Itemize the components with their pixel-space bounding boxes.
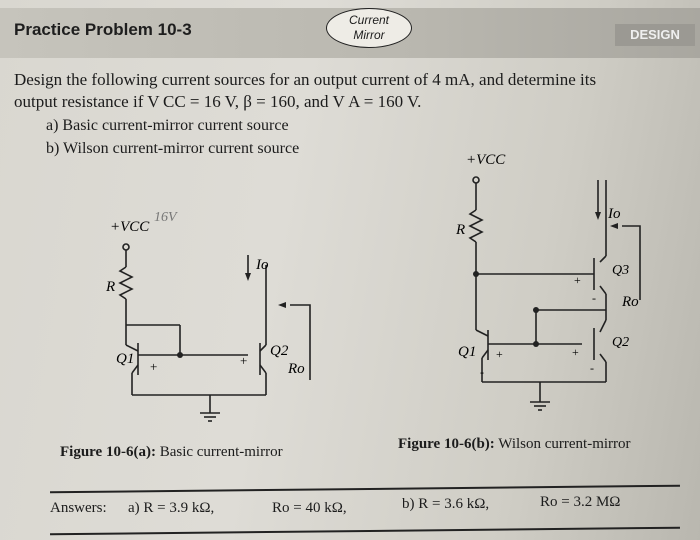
junction-dot-b2	[533, 307, 539, 313]
plus-q1: +	[150, 359, 158, 374]
badge-line1: Current	[348, 13, 389, 27]
q1-label-b: Q1	[458, 344, 477, 360]
topic-badge	[326, 8, 412, 48]
figure-b-caption-bold: Figure 10-6(b):	[398, 436, 495, 452]
problem-line-1: Design the following current sources for an output current of 4 mA, and determine its	[14, 70, 597, 89]
handwritten-note: 16V	[154, 210, 177, 225]
ro-label: Ro	[288, 361, 305, 377]
figure-a-circuit	[80, 195, 340, 425]
minus-q3: -	[592, 291, 596, 305]
plus-q2: +	[240, 353, 248, 368]
answer-a: a) R = 3.9 kΩ,	[128, 500, 215, 516]
junction-dot	[177, 352, 183, 358]
minus-q1-b: -	[480, 365, 484, 379]
io-label: Io	[256, 257, 269, 273]
minus-q2-b: -	[590, 361, 594, 375]
q1-label: Q1	[116, 351, 135, 367]
problem-title: Practice Problem 10-3	[14, 20, 192, 39]
problem-line-2: output resistance if V CC = 16 V, β = 160, and V A = 160 V.	[14, 92, 422, 111]
problem-item-b: b) Wilson current-mirror current source	[46, 140, 300, 157]
problem-item-a: a) Basic current-mirror current source	[46, 117, 289, 134]
r-label: R	[106, 279, 116, 295]
junction-dot-b3	[473, 271, 479, 277]
figure-b-caption-text: Wilson current-mirror	[494, 436, 631, 452]
figure-a-caption-text: Basic current-mirror	[155, 444, 283, 460]
rule-top	[50, 485, 680, 493]
answer-a-ro: Ro = 40 kΩ,	[272, 500, 347, 516]
q2-label-b: Q2	[612, 335, 630, 350]
plus-q1-b: +	[496, 347, 503, 361]
q2-label: Q2	[270, 343, 289, 359]
junction-dot-b1	[533, 341, 539, 347]
rule-bottom	[50, 527, 680, 535]
answer-b: b) R = 3.6 kΩ,	[402, 496, 490, 512]
figure-a-caption-bold: Figure 10-6(a):	[60, 444, 156, 460]
answers-label: Answers:	[50, 500, 107, 516]
answer-b-ro: Ro = 3.2 MΩ	[540, 494, 621, 510]
vcc-label-b: +VCC	[466, 152, 506, 168]
plus-q3: +	[574, 273, 581, 287]
plus-q2-b: +	[572, 345, 579, 359]
io-label-b: Io	[608, 206, 621, 222]
q3-label: Q3	[612, 263, 630, 278]
badge-line2: Mirror	[353, 28, 385, 42]
figure-b-caption	[398, 436, 631, 453]
ro-label-b: Ro	[622, 294, 639, 310]
figure-a-caption	[60, 444, 283, 461]
r-label-b: R	[456, 222, 466, 238]
vcc-label: +VCC	[110, 219, 150, 235]
figure-b-circuit	[440, 150, 670, 430]
design-tag: DESIGN	[615, 24, 695, 46]
